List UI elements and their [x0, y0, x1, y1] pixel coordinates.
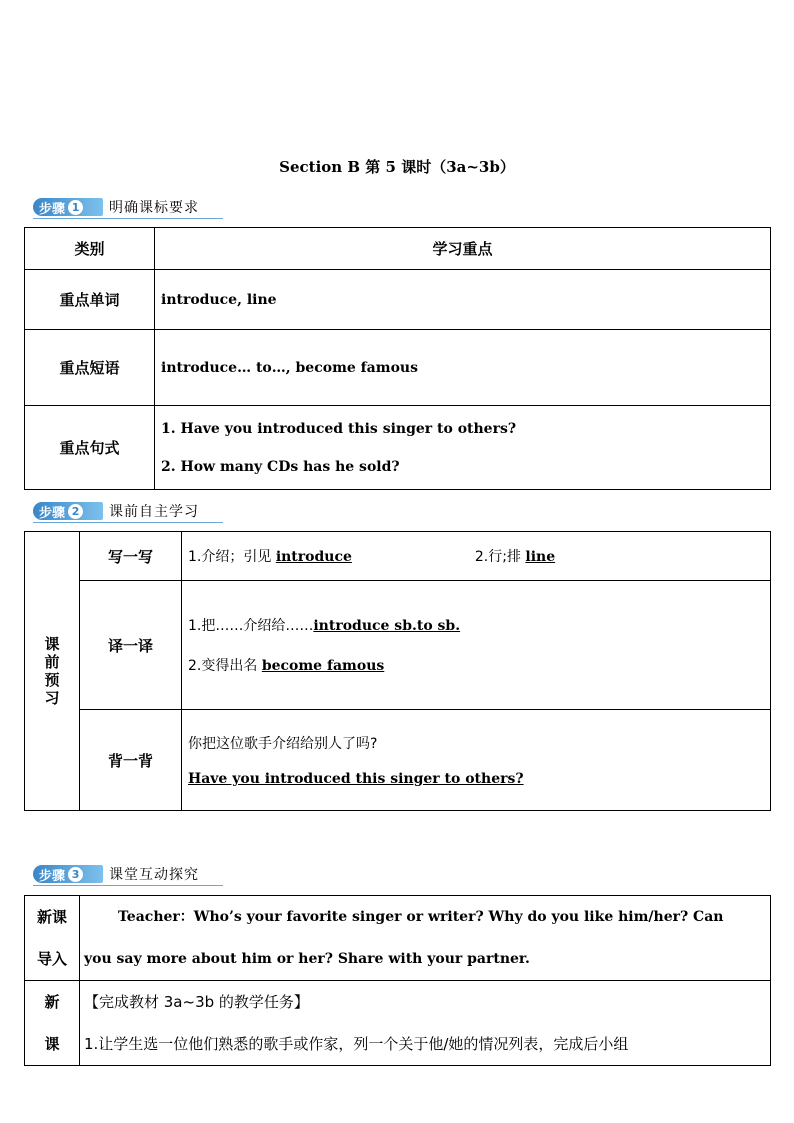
step-badge-label: 步骤: [39, 868, 66, 884]
row-content: introduce, line: [155, 270, 771, 330]
header-category: 类别: [25, 228, 155, 270]
write-item-2-answer: line: [525, 549, 556, 565]
sentence-2: 2. How many CDs has he sold?: [161, 458, 400, 475]
intro-line-1: Teacher：Who’s your favorite singer or writer? Why do you like him/her? Can: [118, 909, 724, 925]
row-label: 重点短语: [25, 330, 155, 406]
table-row-new-lesson: [25, 981, 771, 1066]
side-char: 课: [44, 635, 60, 653]
intro-content: [80, 896, 771, 981]
step-badge: [33, 865, 103, 883]
step-title: 明确课标要求: [109, 200, 199, 216]
label-part: 课: [44, 1035, 60, 1053]
recite-content: [182, 710, 771, 811]
label-part: 新课: [36, 908, 67, 926]
write-item-2-prompt: 2.行;排: [474, 549, 526, 565]
translate-item-2-answer: become famous: [261, 658, 385, 674]
table-row: [25, 330, 771, 406]
row-content: [155, 406, 771, 490]
classroom-table: [24, 895, 771, 1066]
page-title: Section B 第 5 课时（3a~3b）: [279, 158, 515, 176]
step-badge-label: 步骤: [39, 201, 66, 217]
step-number: 3: [68, 867, 83, 882]
table-row: [25, 406, 771, 490]
recite-english: Have you introduced this singer to others?: [188, 771, 524, 787]
curriculum-table: [24, 227, 771, 490]
row-label: 重点单词: [25, 270, 155, 330]
new-lesson-line-2: 1.让学生选一位他们熟悉的歌手或作家，列一个关于他/她的情况列表，完成后小组: [84, 1035, 629, 1053]
label-part: 导入: [36, 950, 67, 968]
header-focus: 学习重点: [155, 228, 771, 270]
translate-content: [182, 581, 771, 710]
step-number: 2: [68, 504, 83, 519]
write-content: [182, 532, 771, 581]
step-underline: [33, 218, 223, 219]
recite-chinese: 你把这位歌手介绍给别人了吗?: [188, 736, 378, 752]
step-title: 课堂互动探究: [109, 867, 199, 883]
row-content: introduce… to…, become famous: [155, 330, 771, 406]
write-label: 写一写: [80, 532, 182, 581]
new-lesson-line-1: 【完成教材 3a~3b 的教学任务】: [84, 993, 309, 1011]
sentence-1: 1. Have you introduced this singer to others?: [161, 420, 517, 437]
side-label-preview: [25, 532, 80, 811]
table-header-row: [25, 228, 771, 270]
side-char: 预: [44, 671, 60, 689]
write-item-1-prompt: 1.介绍；引见: [188, 549, 276, 565]
new-lesson-content: [80, 981, 771, 1066]
step-1-header: [33, 197, 223, 217]
step-title: 课前自主学习: [109, 504, 199, 520]
translate-item-2-prompt: 2.变得出名: [188, 658, 262, 674]
step-number: 1: [68, 200, 83, 215]
new-lesson-label: [25, 981, 80, 1066]
side-char: 前: [44, 653, 60, 671]
step-badge: [33, 198, 103, 216]
side-char: 习: [44, 689, 60, 707]
translate-item-1-answer: introduce sb.to sb.: [313, 618, 461, 634]
step-3-header: [33, 864, 223, 884]
translate-item-1-prompt: 1.把……介绍给……: [188, 618, 314, 634]
table-row-intro: [25, 896, 771, 981]
label-part: 新: [44, 993, 60, 1011]
step-underline: [33, 522, 223, 523]
translate-label: 译一译: [80, 581, 182, 710]
intro-label: [25, 896, 80, 981]
table-row-translate: [25, 581, 771, 710]
recite-label: 背一背: [80, 710, 182, 811]
step-badge-label: 步骤: [39, 505, 66, 521]
step-2-header: [33, 501, 223, 521]
write-item-1-answer: introduce: [275, 549, 352, 565]
step-badge: [33, 502, 103, 520]
step-underline: [33, 885, 223, 886]
preview-table: [24, 531, 771, 811]
table-row-recite: [25, 710, 771, 811]
table-row: [25, 270, 771, 330]
row-label: 重点句式: [25, 406, 155, 490]
intro-line-2: you say more about him or her? Share with your partner.: [84, 951, 530, 967]
table-row-write: [25, 532, 771, 581]
